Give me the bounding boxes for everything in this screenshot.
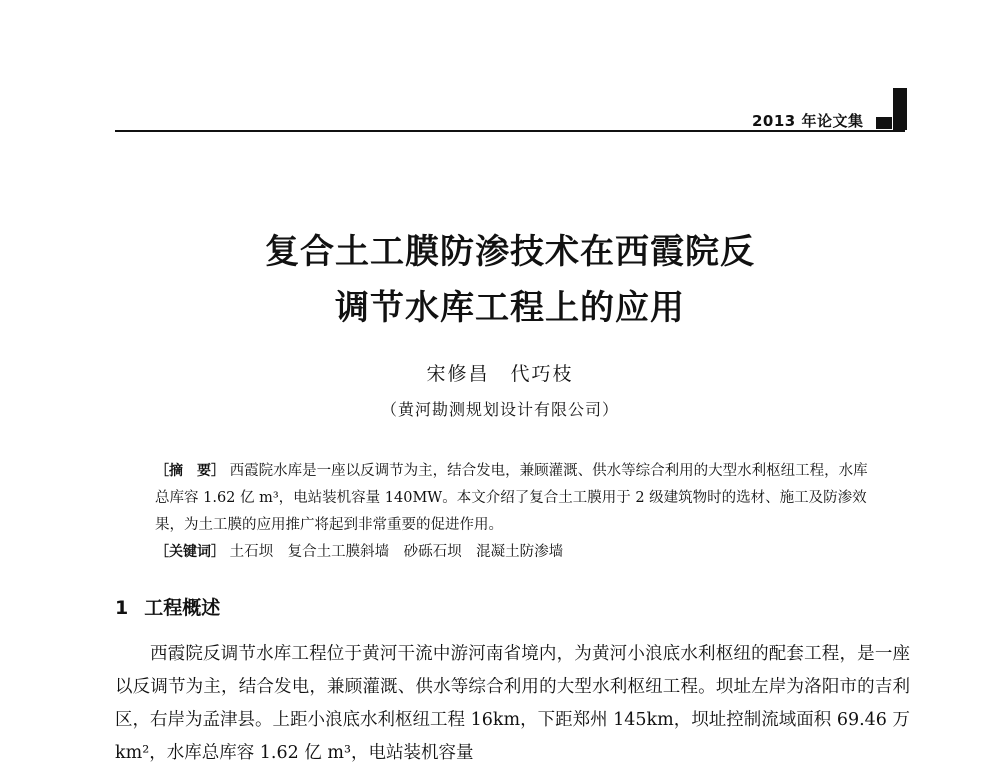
keywords-label: ［关键词］ — [155, 544, 225, 560]
section-heading — [115, 593, 220, 620]
abstract — [155, 458, 875, 539]
paper-title-line-1: 复合土工膜防渗技术在西霞院反 — [265, 232, 755, 272]
section-title: 工程概述 — [144, 597, 221, 619]
authors: 宋修昌 代巧枝 — [426, 363, 574, 385]
header-decoration-small — [876, 117, 892, 129]
body-text — [115, 638, 910, 770]
header-rule — [115, 130, 905, 132]
paragraph: 西霞院反调节水库工程位于黄河干流中游河南省境内，为黄河小浪底水利枢纽的配套工程，是一座以反调节为主，结合发电，兼顾灌溉、供水等综合利用的大型水利枢纽工程。坝址左岸为洛阳市的吉利区，右岸为孟津县。上距小浪底水利枢纽工程 16km，下距郑州 145km，坝址控制流域面积 69.46 万 km²，水库总库容 1.62 亿 m³，电站装机容量 — [115, 644, 910, 763]
journal-label: 2013 年论文集 — [752, 112, 864, 130]
abstract-block — [155, 458, 875, 566]
keywords-text: 土石坝 复合土工膜斜墙 砂砾石坝 混凝土防渗墙 — [229, 544, 564, 560]
header-decoration-bar — [893, 88, 907, 130]
paper-title-line-2: 调节水库工程上的应用 — [335, 288, 685, 328]
abstract-text: 西霞院水库是一座以反调节为主，结合发电，兼顾灌溉、供水等综合利用的大型水利枢纽工程，水库总库容 1.62 亿 m³，电站装机容量 140MW。本文介绍了复合土工膜用于 2 级建筑物时的选材、施工及防渗效果，为土工膜的应用推广将起到非常重要的促进作用。 — [155, 463, 868, 533]
affiliation: （黄河勘测规划设计有限公司） — [380, 400, 619, 419]
section-number: 1 — [115, 597, 129, 619]
keywords — [155, 539, 875, 566]
abstract-label: ［摘 要］ — [155, 463, 225, 479]
